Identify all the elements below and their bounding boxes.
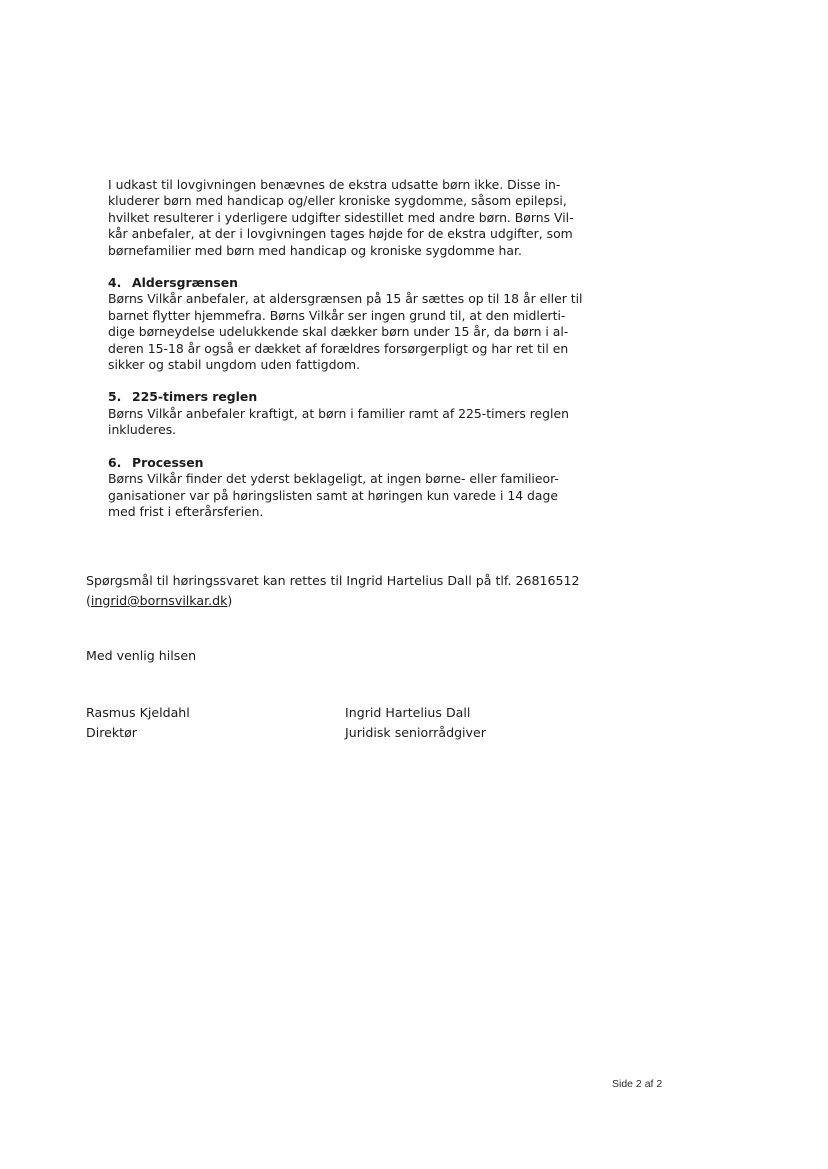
section-body: Børns Vilkår anbefaler, at aldersgrænsen på 15 år sættes op til 18 år eller til barnet flytter hjemmefra. Børns Vilkår ser ingen grund til, at den midlerti- dige børneydelse udelukkende skal dækker børn under 15 år, da børn i al- deren 15-18 år også er dækket af forældres forsørgerpligt og har ret til en sikker og stabil ungdom uden fattigdom. [108, 291, 583, 373]
section-title: Aldersgrænsen [132, 275, 238, 291]
section-processen [108, 455, 598, 521]
signer-title: Juridisk seniorrådgiver [345, 725, 486, 740]
section-title: 225-timers reglen [132, 389, 258, 405]
signer-name: Rasmus Kjeldahl [86, 705, 190, 720]
section-heading [108, 455, 598, 471]
section-heading [108, 275, 598, 291]
page-number: Side 2 af 2 [612, 1078, 663, 1090]
section-225-timers-reglen [108, 389, 598, 438]
section-number: 6. [108, 454, 122, 470]
contact-email-line [86, 591, 646, 611]
contact-line: Spørgsmål til høringssvaret kan rettes til Ingrid Hartelius Dall på tlf. 26816512 [86, 573, 580, 588]
signature-block-director [86, 703, 190, 743]
signer-title: Direktør [86, 725, 137, 740]
section-heading [108, 389, 598, 405]
section-body: Børns Vilkår anbefaler kraftigt, at børn i familier ramt af 225-timers reglen inkluderes. [108, 405, 569, 438]
letter-body [108, 177, 598, 520]
section-body: Børns Vilkår finder det yderst beklageligt, at ingen børne- eller familieor- ganisationer var på høringslisten samt at høringen kun varede i 14 dage med frist i efterårsferien. [108, 471, 559, 519]
section-number: 5. [108, 389, 122, 405]
email-link[interactable]: ingrid@bornsvilkar.dk [90, 593, 228, 608]
intro-paragraph: I udkast til lovgivningen benævnes de ekstra udsatte børn ikke. Disse in- kluderer børn med handicap og/eller kroniske sygdomme, såsom epilepsi, hvilket resulterer i yderligere udgifter sidestillet med andre børn. Børns Vil- kår anbefaler, at der i lovgivningen tages højde for de ekstra udgifter, som børnefamilier med børn med handicap og kroniske sygdomme har. [108, 177, 574, 258]
contact-info [86, 571, 646, 611]
signature-block-advisor [345, 703, 486, 743]
section-number: 4. [108, 275, 122, 291]
section-aldersgraensen [108, 275, 598, 373]
signer-name: Ingrid Hartelius Dall [345, 705, 471, 720]
open-paren: ( [86, 593, 91, 608]
section-title: Processen [132, 454, 204, 470]
close-paren: ) [227, 593, 233, 608]
closing-greeting: Med venlig hilsen [86, 648, 197, 663]
